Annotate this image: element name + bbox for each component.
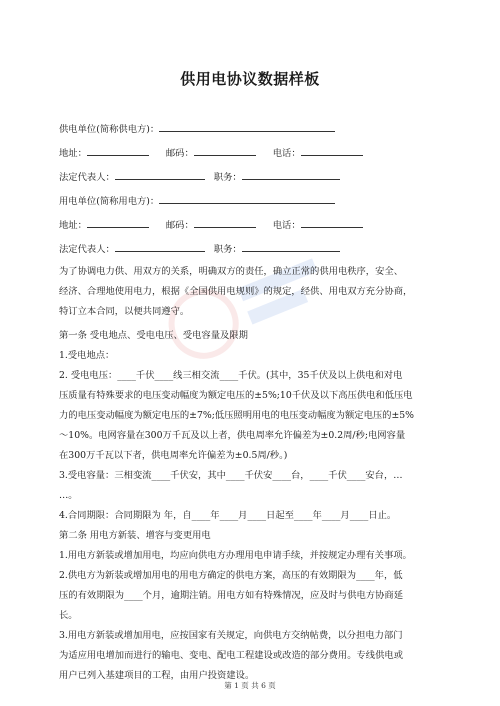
article-1-item-2-line: 压质量有特殊要求的电压变动幅度为额定电压的±5%;10千伏及以下高压供电和低压电 (59, 390, 413, 401)
position-field (242, 239, 340, 252)
article-1-item-2-line: 在300万千瓦以下者，供电周率允许偏差为±0.5周/秒。) (59, 450, 288, 461)
article-1-item-1: 1.受电地点： (59, 350, 115, 361)
article-1-item-2-line: 2. 受电电压：____千伏____线三相交流____千伏。(其中，35千伏及以上供电和对电 (59, 370, 403, 381)
article-1-item-2-line: 力的电压变动幅度为额定电压的±7%;低压照明用电的电压变动幅度为额定电压的±5% (59, 410, 415, 421)
intro-paragraph (59, 262, 469, 322)
supplier-line (59, 118, 469, 142)
consumer-label: 用电单位(简称用电方)： (59, 196, 160, 207)
supplier-rep-line (59, 166, 469, 190)
article-1-item-3-line: …。 (59, 490, 78, 501)
phone-field (301, 143, 363, 156)
article-1 (59, 326, 469, 526)
article-1-heading: 第一条 受电地点、受电电压、受电容量及限期 (59, 330, 248, 341)
phone-label: 电话： (272, 148, 301, 159)
postcode-label: 邮码： (165, 220, 194, 231)
legal-rep-label: 法定代表人： (59, 244, 115, 255)
address-label: 地址： (59, 220, 87, 231)
address-label: 地址： (59, 148, 87, 159)
position-label: 职务： (213, 172, 242, 183)
intro-line: 特订立本合同，以便共同遵守。 (59, 306, 190, 317)
article-2-item-2-line: 长。 (59, 610, 78, 621)
article-2-item-2-line: 压的有效期限为____个月，逾期注销。用电方如有特殊情况，应及时与供电方协商延 (59, 590, 403, 601)
address-field (87, 215, 149, 228)
consumer-rep-line (59, 238, 469, 262)
consumer-field (159, 191, 335, 204)
article-2-item-2-line: 2.供电方为新装或增加用电的用电方确定的供电方案，高压的有效期限为____年，低 (59, 570, 403, 581)
article-1-item-3-line: 3.受电容量：三相变流____千伏安，其中____千伏安____台，____千伏____安台，… (59, 470, 403, 481)
intro-line: 为了协调电力供、用双方的关系，明确双方的责任，确立正常的供用电秩序，安全、 (59, 266, 403, 277)
consumer-address-line (59, 214, 469, 238)
document-title: 供用电协议数据样板 (180, 70, 320, 88)
article-1-item-2-line: ～10%。电网容量在300万千瓦及以上者，供电周率允许偏差为±0.2周/秒;电网容量 (59, 430, 406, 441)
article-2-item-1: 1.用电方新装或增加用电，均应向供电方办理用电申请手续，并按规定办理有关事项。 (59, 550, 412, 561)
article-2-heading: 第二条 用电方新装、增容与变更用电 (59, 530, 211, 541)
intro-line: 经济、合理地使用电力，根据《全国供用电规则》的规定，经供、用电双方充分协商， (59, 286, 413, 297)
supplier-address-line (59, 142, 469, 166)
supplier-field (159, 119, 335, 132)
legal-rep-label: 法定代表人： (59, 172, 115, 183)
legal-rep-field (115, 239, 205, 252)
consumer-line (59, 190, 469, 214)
article-2 (59, 526, 469, 686)
document-body (59, 118, 469, 686)
article-1-item-4: 4.合同期限：合同期限为 年，自____年____月____日起至____年____月____日止。 (59, 510, 397, 521)
phone-field (301, 215, 363, 228)
article-2-item-3-line: 为适应用电增加而进行的输电、变电、配电工程建设或改造的部分费用。专线供电或 (59, 650, 403, 661)
supplier-label: 供电单位(简称供电方)： (59, 124, 160, 135)
position-field (242, 167, 340, 180)
postcode-label: 邮码： (165, 148, 194, 159)
article-2-item-3-line: 3.用电方新装或增加用电，应按国家有关规定，向供电方交纳帖费，以分担电力部门 (59, 630, 403, 641)
phone-label: 电话： (272, 220, 301, 231)
page-number: 第 1 页 共 6 页 (224, 681, 276, 690)
postcode-field (194, 215, 256, 228)
article-2-item-3-line: 用户已列入基建项目的工程，由用户投资建设。 (59, 670, 255, 681)
address-field (87, 143, 149, 156)
legal-rep-field (115, 167, 205, 180)
position-label: 职务： (213, 244, 242, 255)
postcode-field (194, 143, 256, 156)
